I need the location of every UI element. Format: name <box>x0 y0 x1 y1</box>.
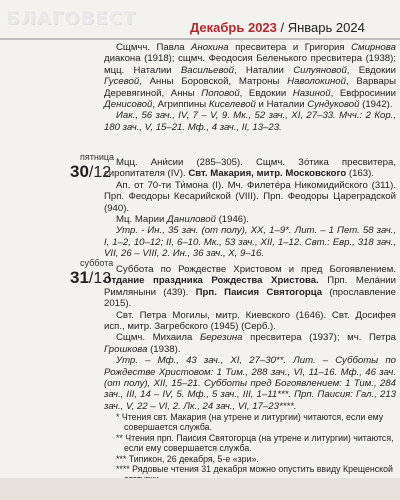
date-number: 30/12 <box>70 162 112 181</box>
footnote: *** Типикон, 26 декабря, 5-е «зри». <box>116 453 259 464</box>
footnote: ** Чтения прп. Паисия Святогорца (на утрене и литургии) читаются, если ему совершается служба. <box>116 432 394 454</box>
continued-entry <box>104 42 396 133</box>
saints-paragraph: Мц. Марии Даниловой (1946). <box>116 214 249 226</box>
saints-paragraph: Свт. Петра Могилы, митр. Киевского (1646). Свт. Досифея исп., митр. Загребского (1945) (Серб.). <box>104 309 396 333</box>
saints-paragraph: Сщмч. Михаила Березина пресвитера (1937); мч. Петра Грошкова (1938). <box>104 332 396 355</box>
month-current: Декабрь 2023 <box>190 20 277 35</box>
readings-paragraph: Иак., 56 зач., IV, 7 – V, 9. Мк., 52 зач., XI, 27–33. Мчч.: 2 Кор., 180 зач., V, 15–21. Мф., 4 зач., II, 13–23. <box>104 110 396 133</box>
footnotes <box>104 412 396 485</box>
footnote: **** Рядовые чтения 31 декабря можно опустить ввиду Крещенской <box>116 464 393 475</box>
month-old-style: Январь 2024 <box>287 20 365 35</box>
header-rule <box>0 38 400 40</box>
watermark-logo: БЛАГОВЕСТ <box>6 8 136 29</box>
month-separator: / <box>276 20 288 35</box>
readings-paragraph: Утр. - Ин., 35 зач. (от полу), XX, 1–9*. Лит. – 1 Пет. 58 зач., I, 1–2, 10–12; II, 6–10. Мк., 53 зач., XII, 1–12. Свт.: Евр., 318 зач., VII, 26 – VIII, 2. Ин., 36 зач., X, 9–16. <box>104 225 396 260</box>
martyrs-paragraph: Сщмчч. Павла Анохинa пресвитера и Григория Смирнова диакона (1918); сщмч. Феодосия Беленького пресвитера (1938); мцц. Наталии Васильевой, Наталии Силуяновой, Евдокии Гусевой, Анны Боровской, Матроны Наволокиной, Варвары Деревягиной, Анны Поповой, Евдокии Назиной, Евфросинии Денисовой, Агриппины Киселевой и Наталии Сундуковой (1942). <box>104 42 397 111</box>
saints-paragraph: Ап. от 70-ти Ти́мона (I). Мч. Филетéра Никомидийского (311). Прп. Феодоры Кесарийской (VIII). Прп. Феодоры Цареградской (940). <box>104 179 396 214</box>
day-entry-30 <box>104 157 396 260</box>
weekday-label: пятница <box>80 152 115 162</box>
feast-paragraph: Суббота по Рождестве Христовом и пред Богоявлением. Отдание праздника Рождества Христова. Прп. Мелáнии Римляныни (439). Прп. Паисия Святогорца (прославление 2015). <box>104 264 397 310</box>
page-bottom-edge <box>0 478 400 500</box>
day-entry-31 <box>104 264 396 412</box>
weekday-label: суббота <box>80 258 114 268</box>
saints-paragraph: Мцц. Ани́сии (285–305). Сщмч. Зо́тика пресвитера, сиропитателя (IV). Свт. Макария, митр. Московского (163). <box>104 157 396 180</box>
footnote: * Чтения свт. Макария (на утрене и литургии) читаются, если ему совершается служба. <box>116 412 384 433</box>
page-running-title <box>190 20 365 35</box>
page-header <box>0 0 400 40</box>
date-number: 31/13 <box>70 268 112 287</box>
readings-paragraph: Утр. – Мф., 43 зач., XI, 27–30**. Лит. – Субботы по Рождестве Христовом: 1 Тим., 288 зач., VI, 11–16. Мф., 46 зач. (от полу), XII, 15–21. Субботы пред Богоявлением: 1 Тим., 284 зач., III, 14 – IV, 5. Мф., 5 зач., III, 1–11***. Прп. Паисия: Гал., 213 зач., V, 22 – VI, 2. Лк., 24 зач., VI, 17–23****. <box>104 355 396 412</box>
